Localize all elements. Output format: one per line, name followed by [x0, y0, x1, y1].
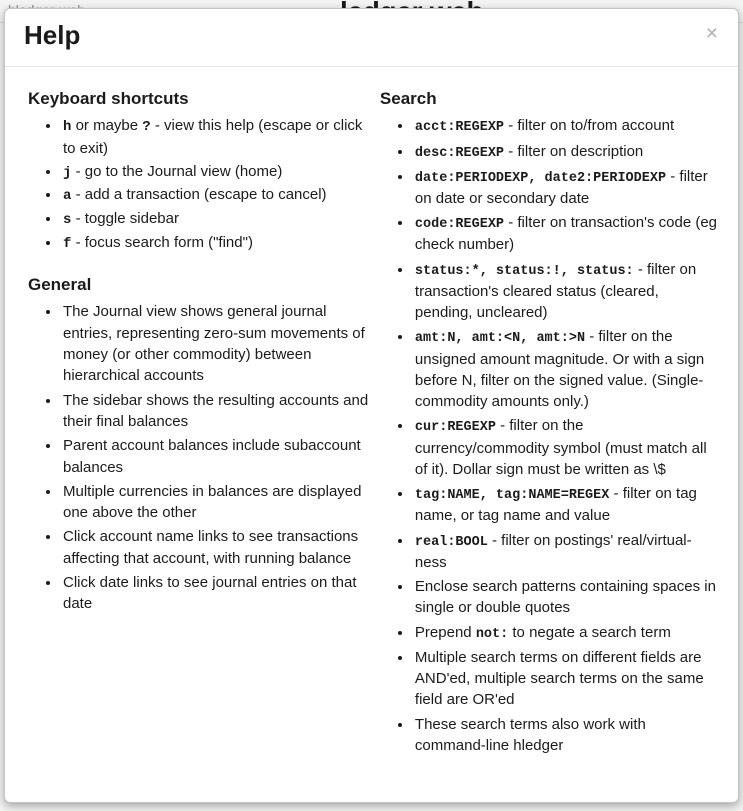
- search-term-code: real:BOOL: [414, 534, 488, 550]
- help-modal: [4, 8, 739, 803]
- search-heading: Search: [379, 89, 437, 108]
- shortcut-key: j: [63, 164, 72, 181]
- list-item: • The Journal view shows general journal entries, representing zero-sum movements of money (or other commodity) between hierarchical accounts: [61, 301, 371, 386]
- general-list: [25, 301, 371, 614]
- help-modal-body: [5, 67, 738, 769]
- shortcut-desc: - focus search form ("find"): [71, 234, 253, 252]
- list-item: [413, 212, 718, 255]
- search-term-desc: - filter on description: [504, 142, 644, 160]
- list-item: • Multiple currencies in balances are displayed one above the other: [61, 481, 371, 524]
- search-term-desc: - filter on transaction's cleared status (cleared, pending, uncleared): [414, 260, 697, 322]
- search-term-code: tag:NAME, tag:NAME=REGEX: [414, 488, 610, 504]
- list-item: [61, 208, 371, 231]
- list-item: • These search terms also work with command-line hledger: [413, 714, 718, 757]
- search-term-code: date:PERIODEXP, date2:PERIODEXP: [414, 170, 667, 186]
- search-term-code: not:: [475, 626, 509, 642]
- help-column-right: [377, 89, 718, 759]
- shortcut-desc: - toggle sidebar: [71, 210, 179, 228]
- list-item: [413, 622, 718, 644]
- search-term-desc: - filter on date or secondary date: [414, 167, 708, 207]
- list-item: [61, 232, 371, 255]
- list-item: [413, 326, 718, 412]
- search-term-code: status:*, status:!, status:: [414, 263, 634, 279]
- shortcut-key: h: [63, 119, 72, 136]
- search-term-code: acct:REGEXP: [414, 120, 505, 136]
- list-item: [413, 141, 718, 163]
- search-term-code: desc:REGEXP: [414, 145, 505, 161]
- search-term-code: code:REGEXP: [414, 217, 505, 233]
- shortcut-key-alt: ?: [142, 119, 151, 136]
- help-column-left: [25, 89, 377, 759]
- list-item: • Click account name links to see transactions affecting that account, with running balance: [61, 526, 371, 569]
- list-item: [413, 530, 718, 573]
- shortcut-key: a: [63, 188, 72, 205]
- search-term-desc: - filter on to/from account: [504, 117, 675, 135]
- search-term-desc: - filter on the currency/commodity symbol (must match all of it). Dollar sign must be written as \$: [414, 417, 707, 478]
- list-item: • Click date links to see journal entries on that date: [61, 572, 371, 615]
- search-list: [377, 115, 718, 756]
- search-term-desc-suffix: to negate a search term: [508, 623, 671, 641]
- list-item: [413, 115, 718, 137]
- list-item: [61, 161, 371, 184]
- list-item: [413, 483, 718, 526]
- search-term-desc: - filter on tag name, or tag name and value: [414, 485, 697, 525]
- list-item: [61, 115, 371, 159]
- list-item: [413, 259, 718, 324]
- close-icon[interactable]: ×: [702, 21, 722, 46]
- list-item: • Enclose search patterns containing spaces in single or double quotes: [413, 576, 718, 619]
- shortcut-desc: - add a transaction (escape to cancel): [71, 186, 327, 204]
- list-item: [413, 166, 718, 209]
- general-heading: General: [28, 275, 92, 295]
- list-item: [61, 184, 371, 207]
- search-term-code: cur:REGEXP: [414, 420, 496, 436]
- shortcut-key: s: [63, 212, 72, 229]
- list-item: • Parent account balances include subaccount balances: [61, 435, 371, 478]
- keyboard-shortcuts-list: [25, 115, 371, 255]
- search-term-desc: - filter on transaction's code (eg check number): [414, 214, 718, 254]
- list-item: • Multiple search terms on different fields are AND'ed, multiple search terms on the same field are OR'ed: [413, 647, 718, 711]
- search-term-desc: - filter on postings' real/virtual-ness: [414, 531, 692, 571]
- list-item: • The sidebar shows the resulting accounts and their final balances: [61, 390, 371, 433]
- help-modal-title: Help: [24, 20, 81, 50]
- keyboard-shortcuts-heading: Keyboard shortcuts: [28, 89, 189, 108]
- help-modal-header: [5, 9, 738, 67]
- shortcut-text: or maybe: [71, 117, 143, 135]
- search-term-code: amt:N, amt:<N, amt:>N: [414, 331, 586, 347]
- search-term-desc-prefix: Prepend: [414, 623, 476, 641]
- shortcut-desc: - go to the Journal view (home): [71, 162, 283, 180]
- list-item: [413, 415, 718, 480]
- shortcut-key: f: [63, 236, 72, 253]
- search-term-desc: - filter on the unsigned amount magnitude. Or with a sign before N, filter on the signed value. (Single-commodity amounts only.): [414, 328, 705, 411]
- shortcut-desc: - view this help (escape or click to exit): [63, 117, 363, 158]
